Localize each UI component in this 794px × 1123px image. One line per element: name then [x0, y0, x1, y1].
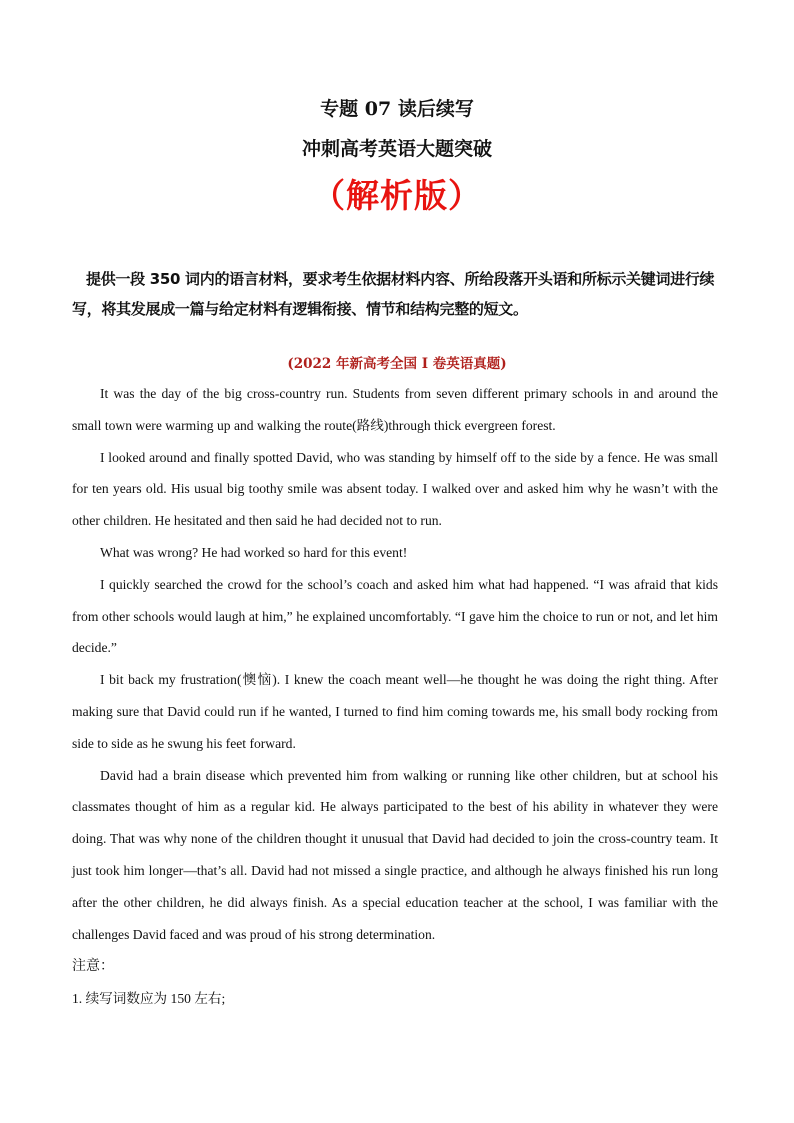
story-paragraph: I looked around and finally spotted David, who was standing by himself off to the side by a fence. He was small for ten years old. His usual big toothy smile was absent today. I walked over and asked him why he wasn’t with the other children. He hesitated and then said he had decided not to run. — [72, 449, 718, 529]
story-paragraph: I quickly searched the crowd for the school’s coach and asked him what had happened. “I was afraid that kids from other schools would laugh at him,” he explained uncomfortably. “I gave him the choice to run or not, and let him decide.” — [72, 576, 718, 656]
note-item: 1. 续写词数应为 150 左右; — [72, 991, 226, 1006]
story-passage — [72, 378, 718, 950]
story-paragraph: What was wrong? He had worked so hard for this event! — [100, 544, 408, 560]
notes-heading: 注意： — [72, 958, 114, 974]
story-paragraph: It was the day of the big cross-country run. Students from seven different primary schools in and around the small town were warming up and walking the route(路线)through thick evergreen forest. — [72, 386, 718, 433]
subtitle: 冲刺高考英语大题突破 — [301, 138, 492, 160]
topic-title: 专题 07 读后续写 — [320, 98, 474, 120]
story-paragraph: David had a brain disease which prevented him from walking or running like other children, but at school his classmates thought of him as a regular kid. He always participated to the best of his ability in whatever they were doing. That was why none of the children thought it unusual that David had decided to join the cross-country team. It just took him longer—that’s all. David had not missed a single practice, and although he always finished his run long after the other children, he did always finish. As a special education teacher at the school, I was familiar with the challenges David faced and was proud of his strong determination. — [72, 767, 718, 942]
story-paragraph: I bit back my frustration(懊恼). I knew the coach meant well—he thought he was doing the right thing. After making sure that David could run if he wanted, I turned to find him coming towards me, his small body rocking from side to side as he swung his feet forward. — [72, 672, 718, 751]
source-label: (2022 年新高考全国 I 卷英语真题) — [287, 356, 507, 372]
task-instructions: 提供一段 350 词内的语言材料，要求考生依据材料内容、所给段落开头语和所标示关键词进行续写，将其发展成一篇与给定材料有逻辑衔接、情节和结构完整的短文。 — [72, 270, 715, 318]
edition-label: （解析版） — [312, 176, 482, 215]
